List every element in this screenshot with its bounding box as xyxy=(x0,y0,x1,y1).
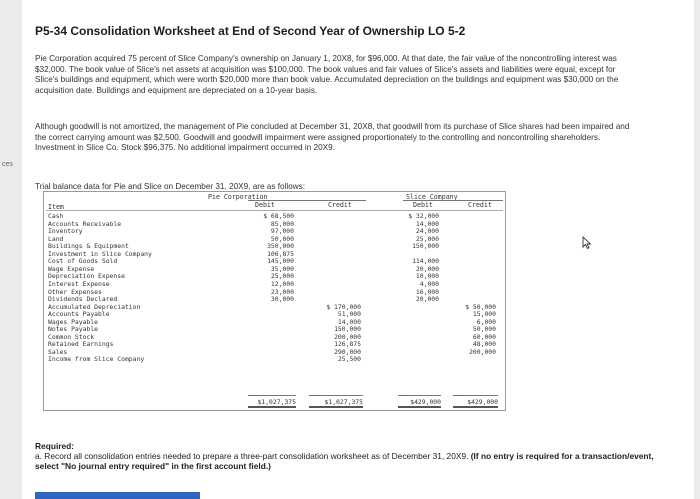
slice-debit-value: 150,000 xyxy=(412,242,439,251)
table-row-item: Accounts Payable xyxy=(48,310,110,319)
required-label: Required: xyxy=(35,441,75,451)
required-section xyxy=(35,441,655,471)
pie-credit-value: 126,875 xyxy=(334,340,361,349)
table-row-item: Other Expenses xyxy=(48,287,102,296)
required-note: (If no entry is required for a transaction/event, select "No journal entry required" in the first account field.) xyxy=(35,451,654,471)
col-slice-debit: Debit xyxy=(413,201,433,209)
total-rule xyxy=(309,395,363,396)
pie-debit-value: 97,000 xyxy=(270,227,294,236)
slice-debit-value: 25,000 xyxy=(415,234,439,243)
table-row-item: Sales xyxy=(48,347,68,356)
pie-debit-value: $ 68,500 xyxy=(263,212,294,220)
slice-credit-value: 48,000 xyxy=(472,340,496,349)
required-text: a. Record all consolidation entries needed to prepare a three-part consolidation worksheet as of December 31, 20X9. xyxy=(35,451,469,461)
slice-debit-value: 4,000 xyxy=(419,279,439,288)
slice-credit-value: 6,000 xyxy=(476,317,496,326)
pie-credit-value: 51,000 xyxy=(337,310,361,319)
table-row-item: Income from Slice Company xyxy=(48,355,145,364)
pie-debit-value: 25,000 xyxy=(270,272,294,281)
pie-credit-value: 150,000 xyxy=(334,325,361,334)
slice-debit-value: 14,000 xyxy=(415,219,439,228)
trial-balance-table xyxy=(43,191,506,413)
slice-debit-value: 20,000 xyxy=(415,264,439,273)
pie-credit-value: $ 170,000 xyxy=(326,302,361,311)
pie-debit-value: 106,875 xyxy=(267,249,294,258)
page-title: P5-34 Consolidation Worksheet at End of Second Year of Ownership LO 5-2 xyxy=(35,24,466,38)
pie-debit-value: 12,000 xyxy=(270,279,294,288)
total-double-rule xyxy=(309,406,363,408)
col-pie-credit: Credit xyxy=(328,201,352,209)
table-row-item: Dividends Declared xyxy=(48,295,118,304)
pie-debit-value: 23,000 xyxy=(270,287,294,296)
slice-credit-value: 50,000 xyxy=(472,325,496,334)
pie-debit-value: 145,000 xyxy=(267,257,294,266)
slice-debit-value: 24,000 xyxy=(415,227,439,236)
pie-debit-value: 85,000 xyxy=(270,219,294,228)
table-row-item: Retained Earnings xyxy=(48,340,114,349)
slice-debit-value: $ 32,000 xyxy=(408,212,439,220)
table-row-item: Cost of Goods Sold xyxy=(48,257,118,266)
table-row-item: Wage Expense xyxy=(48,264,95,273)
pie-debit-value: 350,000 xyxy=(267,242,294,251)
col-slice-credit: Credit xyxy=(468,201,492,209)
cursor-arrow-icon xyxy=(582,236,592,249)
total-double-rule xyxy=(398,406,441,408)
pie-credit-value: 290,000 xyxy=(334,347,361,356)
pie-debit-total: $1,027,375 xyxy=(257,398,296,406)
slice-debit-total: $429,000 xyxy=(410,398,441,406)
slice-debit-value: 10,000 xyxy=(415,272,439,281)
col-item: Item xyxy=(48,203,64,211)
pie-credit-value: 200,000 xyxy=(334,332,361,341)
table-row-item: Accounts Receivable xyxy=(48,219,122,228)
total-rule xyxy=(453,395,498,396)
total-double-rule xyxy=(248,406,296,408)
slice-credit-value: 200,000 xyxy=(469,347,496,356)
slice-credit-value: 60,000 xyxy=(472,332,496,341)
table-row-item: Interest Expense xyxy=(48,279,110,288)
table-row-item: Accumulated Depreciation xyxy=(48,302,141,311)
table-row-item: Wages Payable xyxy=(48,317,99,326)
total-rule xyxy=(398,395,441,396)
col-pie-debit: Debit xyxy=(255,201,275,209)
header-slice: Slice Company xyxy=(406,193,458,201)
table-row-item: Common Stock xyxy=(48,332,95,341)
table-row-item: Investment in Slice Company xyxy=(48,249,152,258)
pie-credit-value: 14,000 xyxy=(337,317,361,326)
slice-debit-value: 16,000 xyxy=(415,287,439,296)
pie-credit-total: $1,027,375 xyxy=(324,398,363,406)
slice-credit-value: $ 50,000 xyxy=(465,302,496,311)
table-row-item: Depreciation Expense xyxy=(48,272,125,281)
pie-debit-value: 30,000 xyxy=(270,295,294,304)
table-row-item: Inventory xyxy=(48,227,83,236)
table-row-item: Land xyxy=(48,234,64,243)
pie-credit-value: 25,500 xyxy=(337,355,361,364)
header-underline xyxy=(46,210,503,211)
pie-debit-value: 50,000 xyxy=(270,234,294,243)
header-pie: Pie Corporation xyxy=(208,193,268,201)
slice-debit-value: 20,000 xyxy=(415,295,439,304)
answer-panel-bar[interactable] xyxy=(35,492,200,499)
table-row-item: Cash xyxy=(48,212,64,220)
paragraph-acquisition: Pie Corporation acquired 75 percent of Slice Company's ownership on January 1, 20X8, for $96,000. At that date, the fair value of the noncontrolling interest was $32,000. The book value of Slice's net assets at acquisition was $100,000. The book values and fair values of Slice's assets and liabilities were equal, except for Slice's buildings and equipment, which were worth $20,000 more than book value. Accumulated depreciation on the buildings and equipment was $30,000 on the acquisition date. Buildings and equipment are depreciated on a 10-year basis. xyxy=(35,54,619,95)
slice-credit-total: $429,000 xyxy=(467,398,498,406)
trial-balance-intro: Trial balance data for Pie and Slice on December 31, 20X9, are as follows: xyxy=(35,182,306,191)
side-label: ces xyxy=(2,161,13,168)
slice-debit-value: 114,000 xyxy=(412,257,439,266)
total-rule xyxy=(248,395,296,396)
table-row-item: Notes Payable xyxy=(48,325,99,334)
slice-credit-value: 15,000 xyxy=(472,310,496,319)
pie-debit-value: 35,000 xyxy=(270,264,294,273)
total-double-rule xyxy=(453,406,498,408)
table-row-item: Buildings & Equipment xyxy=(48,242,129,251)
paragraph-goodwill: Although goodwill is not amortized, the management of Pie concluded at December 31, 20X8, that goodwill from its purchase of Slice shares had been impaired and the correct carrying amount was $2,500. Goodwill and goodwill impairment were assigned proportionately to the controlling and noncontrolling shareholders. Investment in Slice Co. Stock $96,375. No additional impairment occurred in 20X9. xyxy=(35,122,630,152)
